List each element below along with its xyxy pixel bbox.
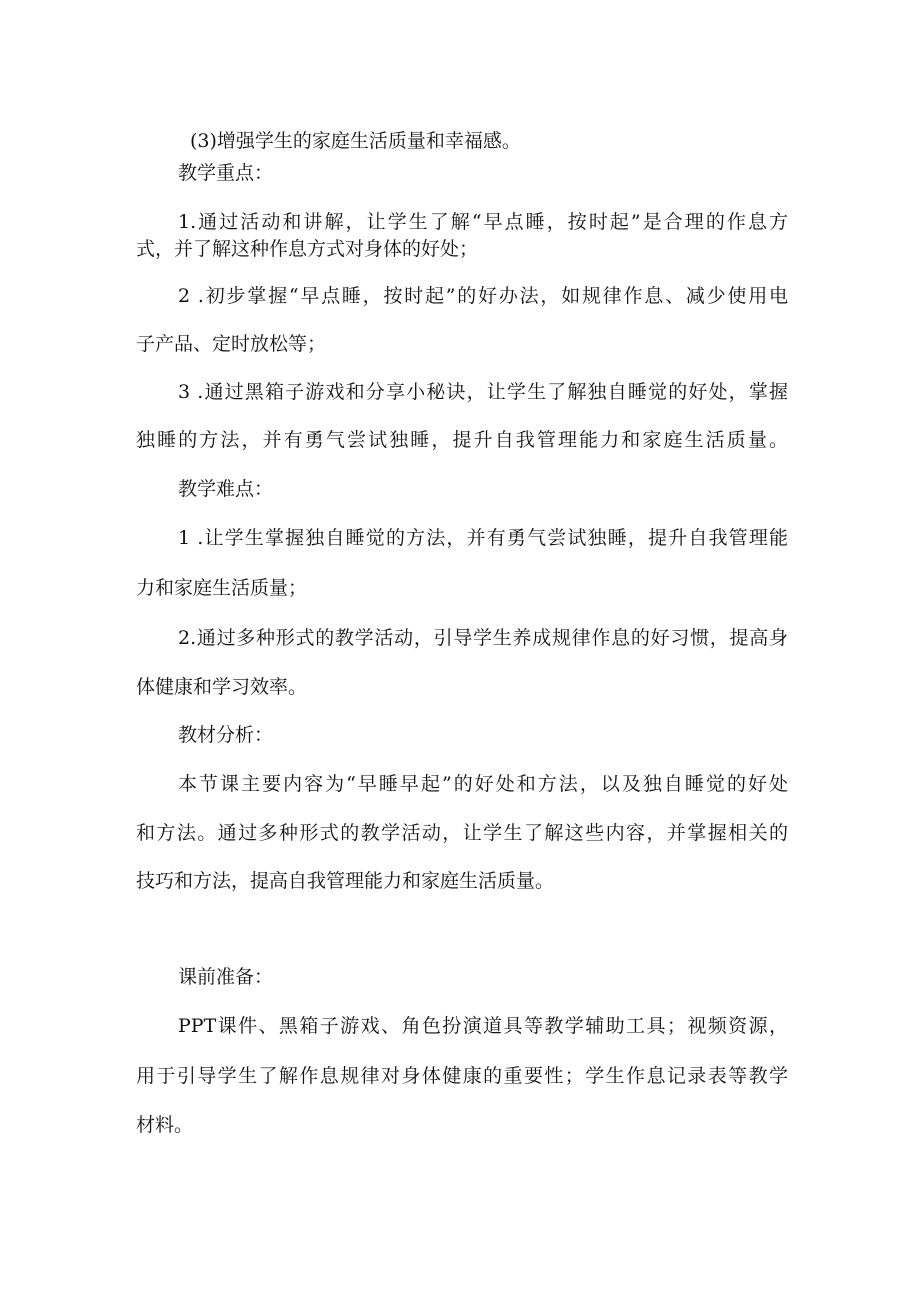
key-point-3-line-1: 3 .通过黑箱子游戏和分享小秘诀，让学生了解独自睡觉的好处，掌握 (178, 381, 788, 403)
key-point-2-line-2: 子产品、定时放松等； (136, 333, 327, 355)
analysis-line-2: 和方法。通过多种形式的教学活动，让学生了解这些内容，并掌握相关的 (136, 822, 788, 844)
difficulty-2-line-2: 体健康和学习效率。 (136, 676, 308, 698)
difficulty-1-line-1: 1 .让学生掌握独自睡觉的方法，并有勇气尝试独睡，提升自我管理能 (178, 527, 788, 549)
heading-difficulties: 教学难点： (178, 478, 274, 500)
heading-material-analysis: 教材分析： (178, 724, 274, 746)
preparation-line-3: 材料。 (136, 1114, 194, 1136)
key-point-2-line-1: 2 .初步掌握“早点睡，按时起”的好办法，如规律作息、减少使用电 (178, 285, 788, 307)
key-point-1-line-2: 式，并了解这种作息方式对身体的好处； (136, 238, 479, 260)
preparation-line-1: PPT课件、黑箱子游戏、角色扮演道具等教学辅助工具；视频资源， (178, 1015, 788, 1037)
heading-preparation: 课前准备： (178, 966, 274, 988)
analysis-line-1: 本节课主要内容为“早睡早起”的好处和方法，以及独自睡觉的好处 (178, 773, 788, 795)
objective-3: (3)增强学生的家庭生活质量和幸福感。 (190, 130, 521, 152)
analysis-line-3: 技巧和方法，提高自我管理能力和家庭生活质量。 (136, 870, 555, 892)
difficulty-1-line-2: 力和家庭生活质量； (136, 577, 308, 599)
preparation-line-2: 用于引导学生了解作息规律对身体健康的重要性；学生作息记录表等教学 (136, 1065, 788, 1087)
key-point-1-line-1: 1.通过活动和讲解，让学生了解“早点睡，按时起”是合理的作息方 (178, 211, 788, 233)
key-point-3-line-2: 独睡的方法，并有勇气尝试独睡，提升自我管理能力和家庭生活质量。 (136, 429, 788, 451)
difficulty-2-line-1: 2.通过多种形式的教学活动，引导学生养成规律作息的好习惯，提高身 (178, 627, 788, 649)
heading-key-points: 教学重点： (178, 162, 274, 184)
